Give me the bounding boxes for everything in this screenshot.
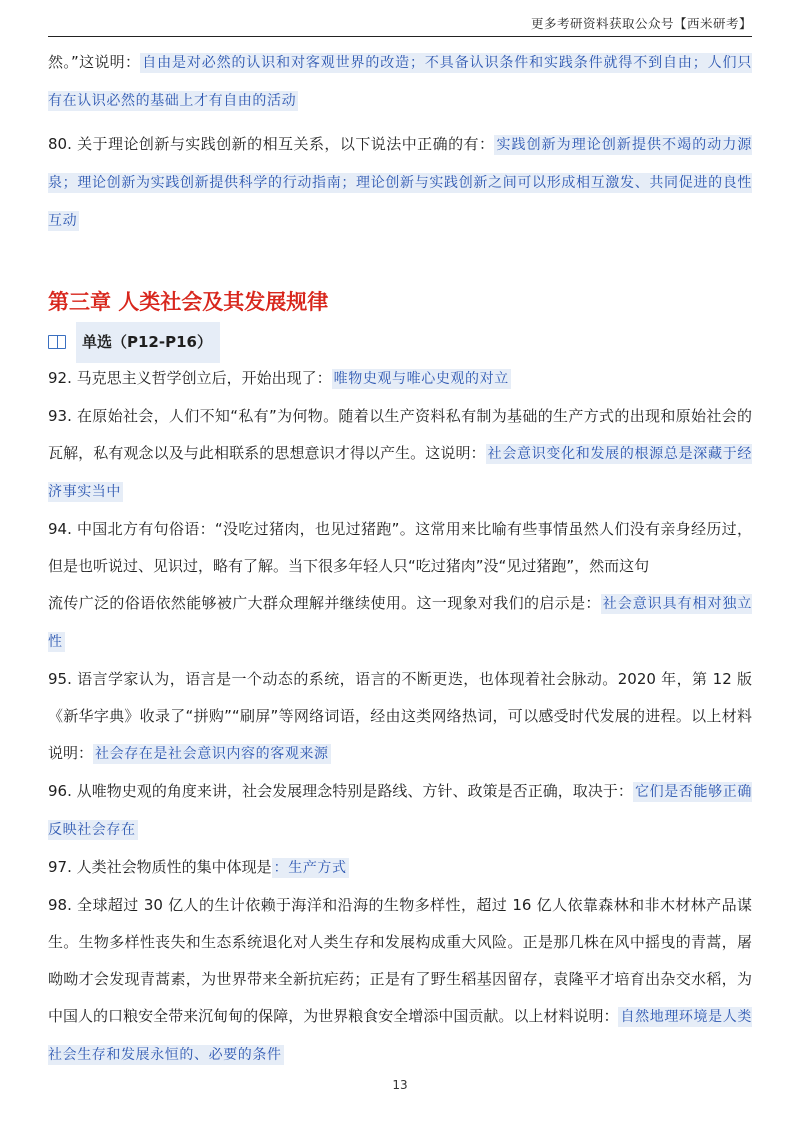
header-divider bbox=[48, 36, 752, 37]
question-97 bbox=[48, 849, 752, 887]
spacer bbox=[48, 240, 752, 280]
section-heading bbox=[48, 324, 752, 360]
question-96 bbox=[48, 773, 752, 849]
question-95 bbox=[48, 661, 752, 773]
question-80 bbox=[48, 126, 752, 240]
book-icon bbox=[48, 335, 66, 349]
question-text: 80. 关于理论创新与实践创新的相互关系，以下说法中正确的有： bbox=[48, 135, 495, 153]
answer-highlight: 社会存在是社会意识内容的客观来源 bbox=[95, 746, 329, 762]
answer-highlight: 它们是否能够正确反映社会存在 bbox=[48, 784, 752, 838]
question-continued bbox=[48, 44, 752, 120]
page-header: 更多考研资料获取公众号【西米研考】 bbox=[530, 16, 752, 31]
question-text: 然。”这说明： bbox=[48, 53, 141, 71]
question-text: 95. 语言学家认为，语言是一个动态的系统，语言的不断更迭，也体现着社会脉动。2020 年，第 12 版《新华字典》收录了“拼购”“刷屏”等网络词语，经由这类网络热词，可以感受时代发展的进程。以上材料说明： bbox=[48, 670, 752, 762]
page-number: 13 bbox=[392, 1078, 408, 1092]
document-body bbox=[48, 44, 752, 1074]
answer-highlight: 自然地理环境是人类社会生存和发展永恒的、必要的条件 bbox=[48, 1009, 752, 1063]
question-text: 97. 人类社会物质性的集中体现是 bbox=[48, 858, 272, 876]
question-text: 流传广泛的俗语依然能够被广大群众理解并继续使用。这一现象对我们的启示是： bbox=[48, 594, 601, 612]
question-text: 94. 中国北方有句俗语：“没吃过猪肉，也见过猪跑”。这常用来比喻有些事情虽然人们没有亲身经历过，但是也听说过、见识过，略有了解。当下很多年轻人只“吃过猪肉”没“见过猪跑”，然而这句 bbox=[48, 520, 752, 575]
answer-highlight: 自由是对必然的认识和对客观世界的改造；不具备认识条件和实践条件就得不到自由；人们只有在认识必然的基础上才有自由的活动 bbox=[48, 55, 752, 109]
answer-highlight: 实践创新为理论创新提供不竭的动力源泉；理论创新为实践创新提供科学的行动指南；理论创新与实践创新之间可以形成相互激发、共同促进的良性互动 bbox=[48, 137, 752, 229]
chapter-title: 第三章 人类社会及其发展规律 bbox=[48, 290, 329, 314]
question-92 bbox=[48, 360, 752, 398]
answer-highlight: 社会意识变化和发展的根源总是深藏于经济事实当中 bbox=[48, 446, 752, 500]
answer-highlight: 社会意识具有相对独立性 bbox=[48, 596, 752, 650]
question-93 bbox=[48, 398, 752, 511]
answer-highlight: ：生产方式 bbox=[273, 860, 347, 876]
question-text: 92. 马克思主义哲学创立后，开始出现了： bbox=[48, 369, 332, 387]
question-94 bbox=[48, 511, 752, 585]
section-label: 单选（P12-P16） bbox=[76, 322, 220, 363]
question-text: 93. 在原始社会，人们不知“私有”为何物。随着以生产资料私有制为基础的生产方式的出现和原始社会的瓦解，私有观念以及与此相联系的思想意识才得以产生。这说明： bbox=[48, 407, 752, 462]
question-text: 96. 从唯物史观的角度来讲，社会发展理念特别是路线、方针、政策是否正确，取决于： bbox=[48, 782, 633, 800]
question-text: 98. 全球超过 30 亿人的生计依赖于海洋和沿海的生物多样性，超过 16 亿人依靠森林和非木材林产品谋生。生物多样性丧失和生态系统退化对人类生存和发展构成重大风险。正是那几株在风中摇曳的青蒿，屠呦呦才会发现青蒿素，为世界带来全新抗疟药；正是有了野生稻基因留存，袁隆平才培育出杂交水稻，为中国人的口粮安全带来沉甸甸的保障，为世界粮食安全增添中国贡献。以上材料说明： bbox=[48, 896, 752, 1025]
question-94-cont bbox=[48, 585, 752, 661]
answer-highlight: 唯物史观与唯心史观的对立 bbox=[333, 371, 509, 387]
question-98 bbox=[48, 887, 752, 1074]
